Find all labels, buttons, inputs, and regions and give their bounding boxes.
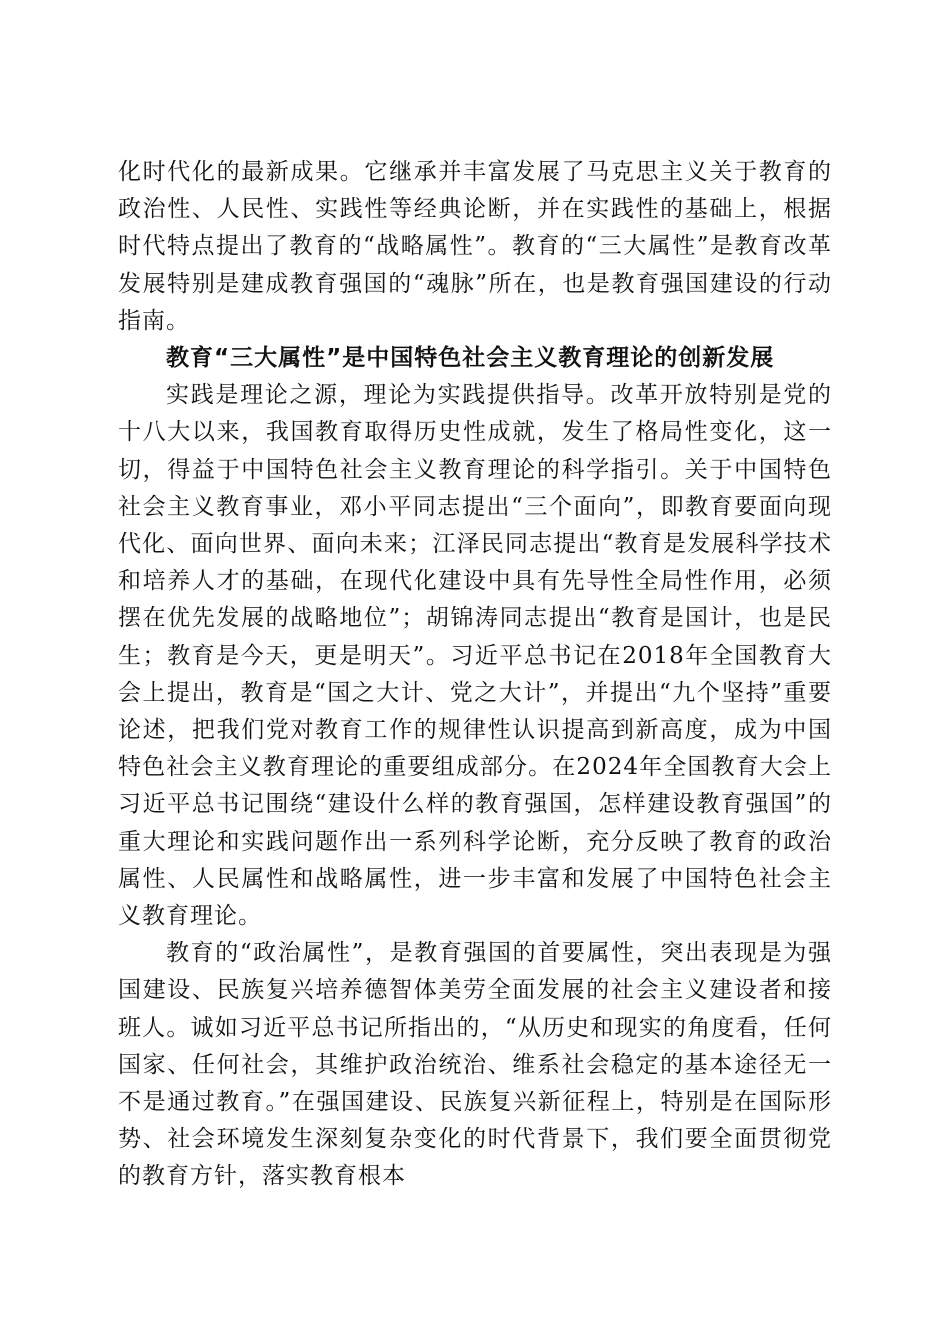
paragraph-intro-continuation: 化时代化的最新成果。它继承并丰富发展了马克思主义关于教育的政治性、人民性、实践性等经典论断，并在实践性的基础上，根据时代特点提出了教育的“战略属性”。教育的“三大属性”是教育改革发展特别是建成教育强国的“魂脉”所在，也是教育强国建设的行动指南。 bbox=[118, 159, 832, 334]
section-heading: 教育“三大属性”是中国特色社会主义教育理论的创新发展 bbox=[166, 345, 775, 372]
document-page bbox=[118, 154, 832, 1196]
paragraph-theory-practice: 实践是理论之源，理论为实践提供指导。改革开放特别是党的十八大以来，我国教育取得历史性成就，发生了格局性变化，这一切，得益于中国特色社会主义教育理论的科学指引。关于中国特色社会主义教育事业，邓小平同志提出“三个面向”，即教育要面向现代化、面向世界、面向未来；江泽民同志提出“教育是发展科学技术和培养人才的基础，在现代化建设中具有先导性全局性作用，必须摆在优先发展的战略地位”；胡锦涛同志提出“教育是国计，也是民生；教育是今天，更是明天”。习近平总书记在2018年全国教育大会上提出，教育是“国之大计、党之大计”，并提出“九个坚持”重要论述，把我们党对教育工作的规律性认识提高到新高度，成为中国特色社会主义教育理论的重要组成部分。在2024年全国教育大会上习近平总书记围绕“建设什么样的教育强国，怎样建设教育强国”的重大理论和实践问题作出一系列科学论断，充分反映了教育的政治属性、人民属性和战略属性，进一步丰富和发展了中国特色社会主义教育理论。 bbox=[118, 382, 832, 930]
paragraph-political-attribute: 教育的“政治属性”，是教育强国的首要属性，突出表现是为强国建设、民族复兴培养德智体美劳全面发展的社会主义建设者和接班人。诚如习近平总书记所指出的，“从历史和现实的角度看，任何国家、任何社会，其维护政治统治、维系社会稳定的基本途径无一不是通过教育。”在强国建设、民族复兴新征程上，特别是在国际形势、社会环境发生深刻复杂变化的时代背景下，我们要全面贯彻党的教育方针，落实教育根本 bbox=[118, 940, 832, 1190]
